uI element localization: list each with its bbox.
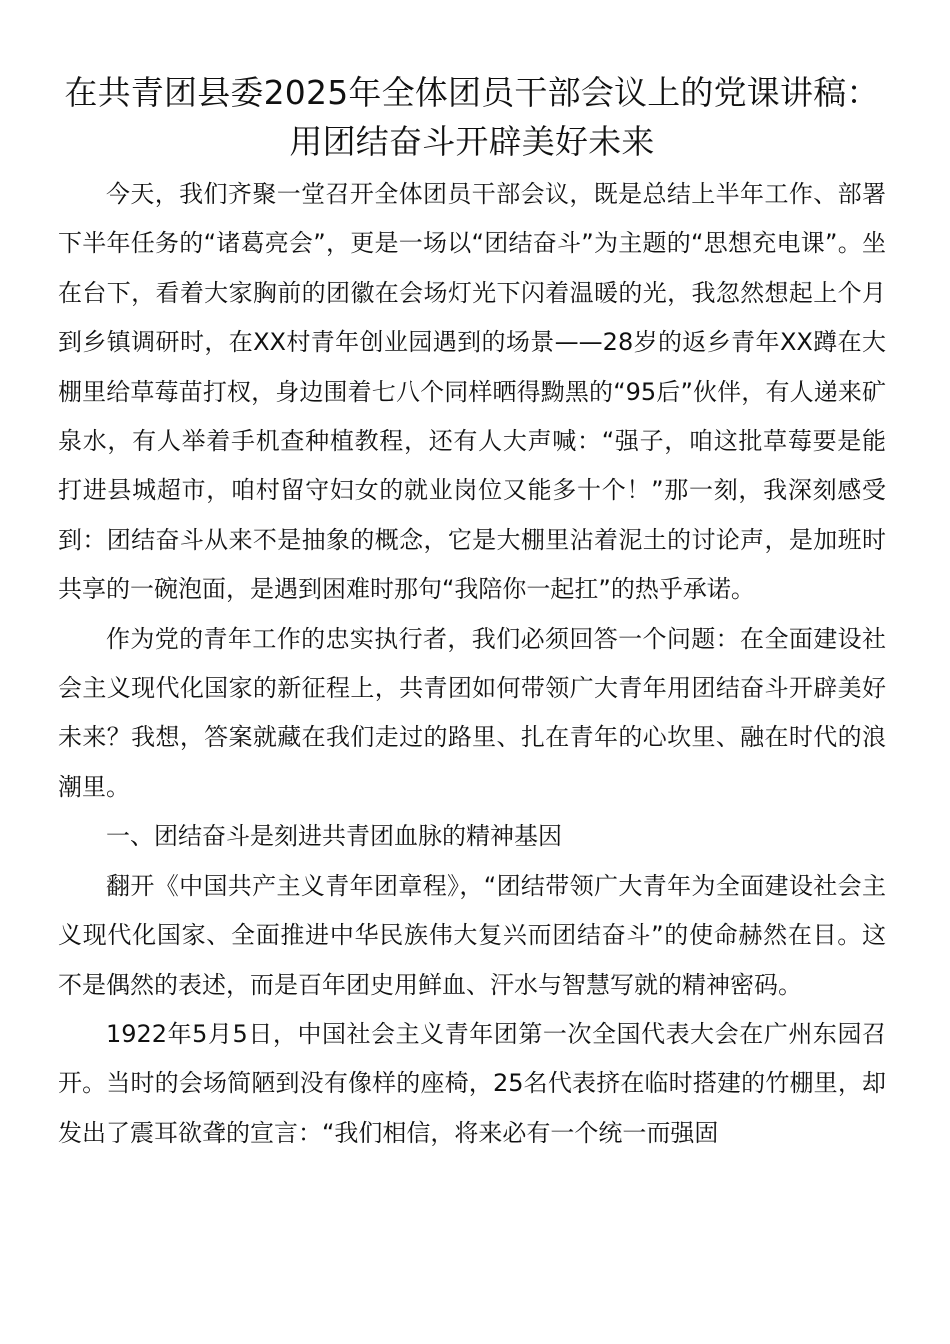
body-paragraph: 今天，我们齐聚一堂召开全体团员干部会议，既是总结上半年工作、部署下半年任务的“诸葛亮会”，更是一场以“团结奋斗”为主题的“思想充电课”。坐在台下，看着大家胸前的团徽在会场灯光下闪着温暖的光，我忽然想起上个月到乡镇调研时，在XX村青年创业园遇到的场景——28岁的返乡青年XX蹲在大棚里给草莓苗打杈，身边围着七八个同样晒得黝黑的“95后”伙伴，有人递来矿泉水，有人举着手机查种植教程，还有人大声喊：“强子，咱这批草莓要是能打进县城超市，咱村留守妇女的就业岗位又能多十个！”那一刻，我深刻感受到：团结奋斗从来不是抽象的概念，它是大棚里沾着泥土的讨论声，是加班时共享的一碗泡面，是遇到困难时那句“我陪你一起扛”的热乎承诺。	[58, 180, 886, 604]
body-paragraph: 翻开《中国共产主义青年团章程》，“团结带领广大青年为全面建设社会主义现代化国家、全面推进中华民族伟大复兴而团结奋斗”的使命赫然在目。这不是偶然的表述，而是百年团史用鲜血、汗水与智慧写就的精神密码。	[58, 871, 886, 999]
body-paragraph: 作为党的青年工作的忠实执行者，我们必须回答一个问题：在全面建设社会主义现代化国家的新征程上，共青团如何带领广大青年用团结奋斗开辟美好未来？我想，答案就藏在我们走过的路里、扎在青年的心坎里、融在时代的浪潮里。	[58, 624, 886, 801]
document-title: 在共青团县委2025年全体团员干部会议上的党课讲稿：用团结奋斗开辟美好未来	[64, 73, 880, 161]
body-paragraph: 1922年5月5日，中国社会主义青年团第一次全国代表大会在广州东园召开。当时的会场简陋到没有像样的座椅，25名代表挤在临时搭建的竹棚里，却发出了震耳欲聋的宣言：“我们相信，将来必有一个统一而强固	[58, 1019, 886, 1147]
section-heading: 一、团结奋斗是刻进共青团血脉的精神基因	[106, 822, 562, 851]
